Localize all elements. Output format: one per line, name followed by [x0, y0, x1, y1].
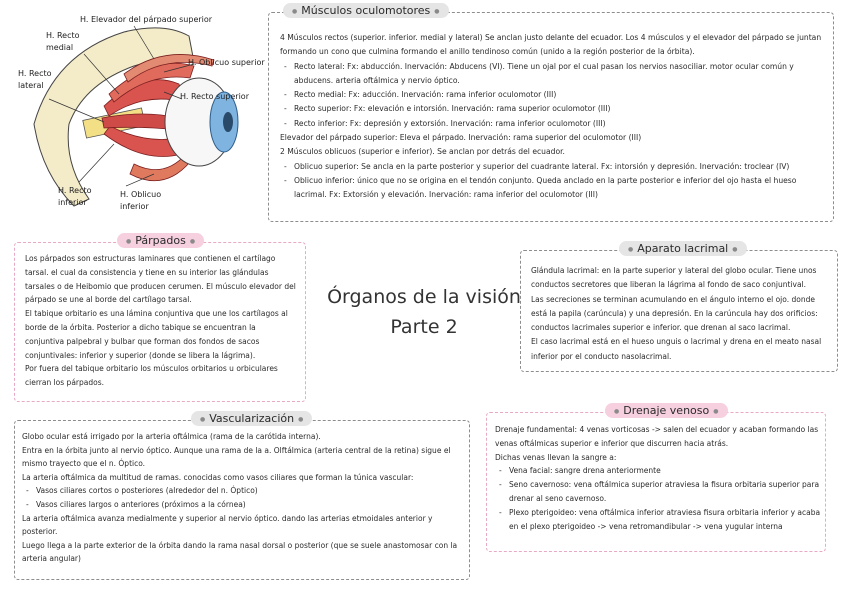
drenaje-text: [495, 423, 821, 533]
vascular-p5: Luego llega a la parte exterior de la órbita dando la rama nasal dorsal o posterior (que se suele anastomosar con la arteria angular): [22, 540, 458, 564]
musculos-heading: ● Músculos oculomotores ●: [283, 3, 449, 18]
musculos-intro: 4 Músculos rectos (superior. inferior. medial y lateral) Se anclan justo delante del ecuador. Los 4 músculos y el elevador del párpado se juntan formando un cono que culmina formando el anillo tendinoso común (unido a la región posterior de la órbita).: [280, 33, 822, 57]
parpados-text: [25, 252, 297, 390]
vascular-p3: La arteria oftálmica da multitud de ramas. conocidas como vasos ciliares que forman la túnica vascular:: [22, 472, 414, 482]
drenaje-heading: ● Drenaje venoso ●: [605, 403, 728, 418]
oblicuos-list: [280, 160, 826, 203]
pupil: [223, 112, 233, 132]
lacrimal-text: [531, 264, 831, 364]
drenaje-p2: Dichas venas llevan la sangre a:: [495, 452, 617, 462]
label-oblicuo-superior: H. Oblicuo superior: [188, 58, 265, 67]
page-title: [320, 282, 528, 342]
list-item: - Vasos ciliares largos o anteriores (próximos a la córnea): [36, 498, 466, 512]
list-item: - Recto lateral: Fx: abducción. Inervación: Abducens (VI). Tiene un ojal por el cual pasan los nervios nasociliar. motor ocular común y abducens. arteria oftálmica y nervio óptico.: [294, 60, 826, 89]
list-item: - Recto medial: Fx: aducción. Inervación: rama inferior oculomotor (III): [294, 88, 826, 102]
list-item: - Recto inferior: Fx: depresión y extorsión. Inervación: rama inferior oculomotor (III): [294, 117, 826, 131]
lacrimal-box: [520, 242, 838, 372]
list-item: - Oblicuo superior: Se ancla en la parte posterior y superior del cuadrante lateral. Fx: intorsión y depresión. Inervación: troclear (IV): [294, 160, 826, 174]
title-line-2: Parte 2: [390, 316, 458, 338]
label-recto-medial: H. Recto medial: [46, 31, 80, 52]
parpados-p3: Por fuera del tabique orbitario los músculos orbitarios u orbiculares cierran los párpados.: [25, 364, 278, 388]
musculos-text: [280, 31, 826, 203]
drenaje-list: [495, 464, 821, 533]
musculos-box: [268, 4, 834, 222]
vascular-p4: La arteria oftálmica avanza medialmente y superior al nervio óptico. dando las arterias etmoidales anterior y posterior.: [22, 513, 433, 537]
label-recto-inferior: H. Recto inferior: [58, 186, 92, 207]
drenaje-p1: Drenaje fundamental: 4 venas vorticosas -> salen del ecuador y acaban formando las venas oftálmicas superior e inferior que discurren hacia atrás.: [495, 425, 819, 448]
musculos-oblicuos-intro: 2 Músculos oblicuos (superior e inferior). Se anclan por detrás del ecuador.: [280, 147, 565, 157]
drenaje-box: [486, 404, 826, 552]
list-item: - Recto superior: Fx: elevación e intorsión. Inervación: rama superior oculomotor (III): [294, 102, 826, 116]
vascular-text: [22, 430, 466, 566]
list-item: - Oblicuo inferior: único que no se origina en el tendón conjunto. Queda anclado en la parte posterior e inferior del ojo hasta el hueso lacrimal. Fx: Extorsión y elevación. Inervación: rama inferior del oculomotor (III): [294, 174, 826, 203]
label-oblicuo-inferior: H. Oblicuo inferior: [120, 190, 162, 211]
lacrimal-p3: El caso lacrimal está en el hueso unguis o lacrimal y drena en el meato nasal inferior por el conducto nasolacrimal.: [531, 337, 822, 361]
parpados-heading: ● Párpados ●: [117, 233, 204, 248]
vascular-p1: Globo ocular está irrigado por la arteria oftálmica (rama de la carótida interna).: [22, 432, 321, 441]
label-elevador: H. Elevador del párpado superior: [80, 15, 213, 24]
list-item: - Seno cavernoso: vena oftálmica superior atraviesa la fisura orbitaria superior para drenar al seno cavernoso.: [509, 478, 821, 506]
list-item: - Plexo pterigoideo: vena oftálmica inferior atraviesa fisura orbitaria inferior y acaba en el plexo pterigoideo -> vena retromandibular -> vena yugular interna: [509, 506, 821, 534]
vascular-box: [14, 412, 470, 580]
musculos-elevador: Elevador del párpado superior: Eleva el párpado. Inervación: rama superior del oculomotor (III): [280, 133, 642, 143]
title-line-1: Órganos de la visión: [327, 286, 521, 308]
list-item: - Vasos ciliares cortos o posteriores (alrededor del n. Óptico): [36, 484, 466, 498]
rectos-list: [280, 60, 826, 131]
parpados-box: [14, 234, 306, 402]
label-recto-lateral: H. Recto lateral: [18, 69, 52, 90]
lacrimal-p2: Las secreciones se terminan acumulando en el ángulo interno el ojo. donde está la papila (carúncula) y una depresión. En la carúncula hay dos orificios: conductos lacrimales superior e inferior. que drenan al saco lacrimal.: [531, 294, 818, 333]
parpados-p2: El tabique orbitario es una lámina conjuntiva que une los cartílagos al borde de la órbita. Posterior a dicho tabique se encuentran la conjuntiva palpebral y bulbar que forman dos fondos de sacos conjuntivales: inferior y superior (donde se libera la lágrima).: [25, 309, 288, 360]
parpados-p1: Los párpados son estructuras laminares que contienen el cartílago tarsal. el cual da consistencia y tiene en su interior las glándulas tarsales o de Heibomio que producen cerumen. El músculo elevador del párpado se une al borde del cartílago tarsal.: [25, 254, 296, 305]
vascular-list: [22, 484, 466, 511]
label-recto-superior: H. Recto superior: [180, 92, 249, 101]
lacrimal-heading: ● Aparato lacrimal ●: [619, 241, 747, 256]
vascular-p2: Entra en la órbita junto al nervio óptico. Aunque una rama de la a. Olftálmica (arteria central de la retina) sigue el mismo trayecto que el n. Óptico.: [22, 445, 451, 469]
vascular-heading: ● Vascularización ●: [191, 411, 312, 426]
list-item: - Vena facial: sangre drena anteriormente: [509, 464, 821, 478]
lacrimal-p1: Glándula lacrimal: en la parte superior y lateral del globo ocular. Tiene unos conductos secretores que liberan la lágrima al fondo de saco conjuntival.: [531, 266, 817, 290]
